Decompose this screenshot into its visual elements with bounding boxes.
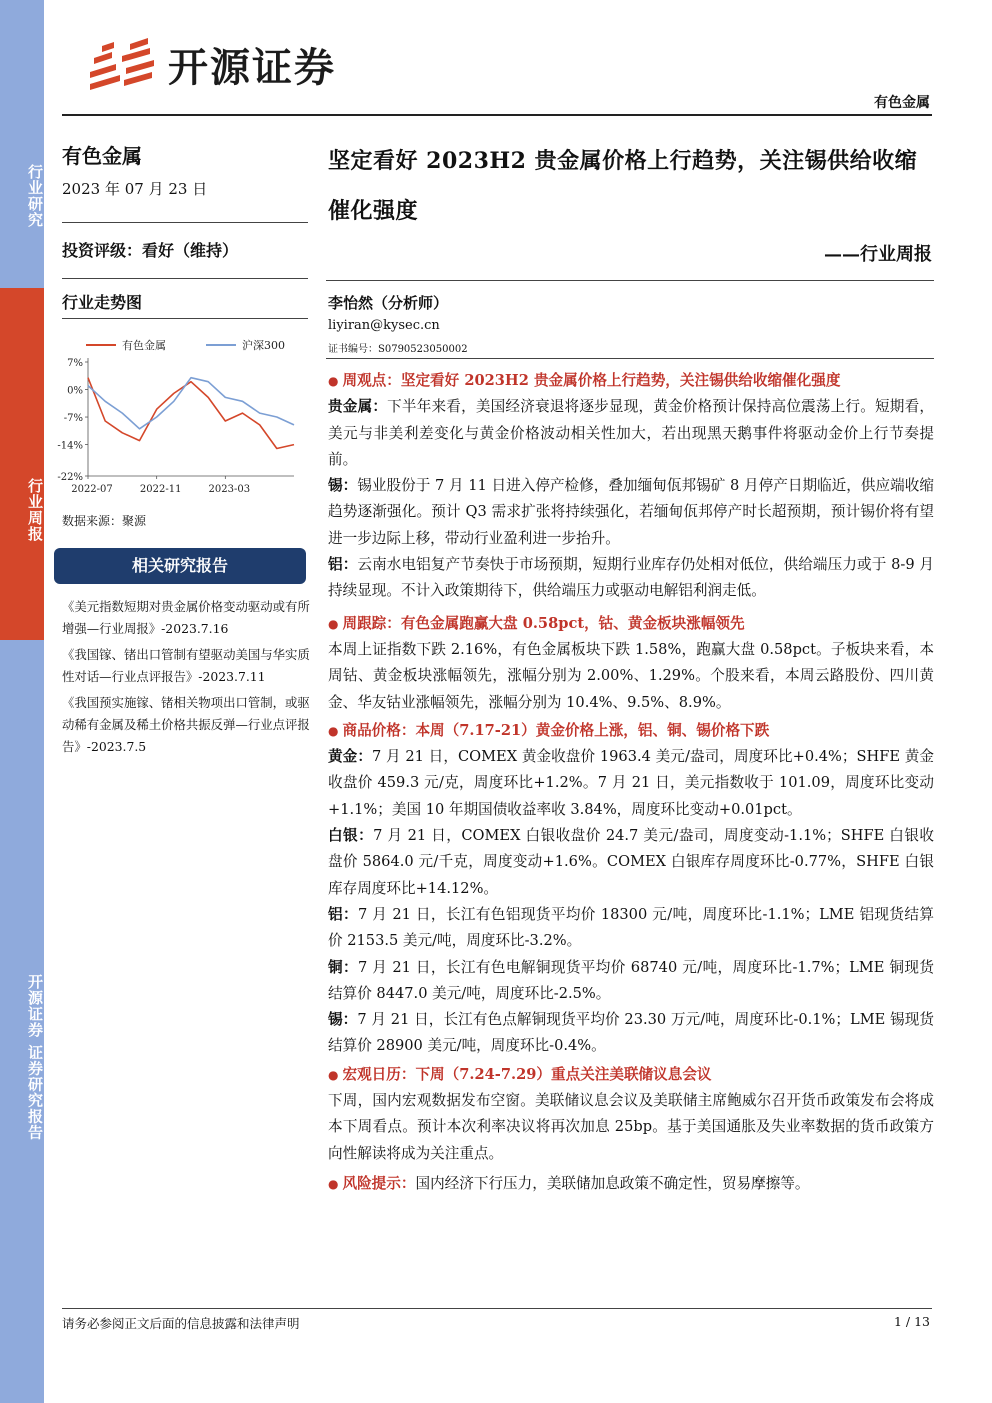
y-tick-label: 7% bbox=[67, 358, 83, 369]
section-title: 风险提示： bbox=[342, 1174, 416, 1192]
y-tick-label: -22% bbox=[57, 472, 83, 483]
bullet-icon: ● bbox=[328, 374, 339, 388]
section-title: 宏观日历：下周（7.24-7.29）重点关注美联储议息会议 bbox=[342, 1065, 712, 1083]
report-title: 坚定看好 2023H2 贵金属价格上行趋势，关注锡供给收缩催化强度 bbox=[328, 148, 918, 224]
section-title: 周观点：坚定看好 2023H2 贵金属价格上行趋势，关注锡供给收缩催化强度 bbox=[342, 372, 841, 389]
related-report-item[interactable]: 《美元指数短期对贵金属价格变动驱动或有所增强—行业周报》-2023.7.16 bbox=[62, 599, 310, 636]
related-report-item[interactable]: 《我国预实施镓、锗相关物项出口管制，或驱动稀有金属及稀土价格共振反弹—行业点评报告》-2023.7.5 bbox=[62, 695, 310, 754]
paragraph-text: 国内经济下行压力，美联储加息政策不确定性，贸易摩擦等。 bbox=[415, 1174, 810, 1192]
report-body bbox=[328, 366, 934, 1197]
report-date: 2023 年 07 月 23 日 bbox=[62, 180, 208, 198]
paragraph-label: 贵金属： bbox=[328, 398, 388, 416]
analyst-name: 李怡然（分析师） bbox=[328, 294, 449, 312]
y-tick-label: -7% bbox=[63, 413, 83, 425]
paragraph-text: 云南水电铝复产节奏快于市场预期，短期行业库存仍处相对低位，供给端压力或于 8-9 月持续显现。不计入政策期待下，供给端压力或驱动电解铝利润走低。 bbox=[328, 556, 934, 600]
left-rule bbox=[62, 278, 308, 279]
data-source: 数据来源：聚源 bbox=[62, 514, 147, 528]
paragraph-text: 下半年来看，美国经济衰退将逐步显现，黄金价格预计保持高位震荡上行。短期看，美元与非美利差变化与黄金价格波动相关性加大，若出现黑天鹅事件将驱动金价上行节奏提前。 bbox=[328, 398, 934, 468]
paragraph-label: 黄金： bbox=[328, 748, 372, 766]
header-rule bbox=[62, 114, 932, 116]
bullet-icon: ● bbox=[328, 1067, 339, 1082]
section-title: 周跟踪：有色金属跑赢大盘 0.58pct，钴、黄金板块涨幅领先 bbox=[342, 614, 745, 632]
sidebar-tab-brand: 开源证券 证券研究报告 bbox=[0, 640, 44, 1403]
y-tick-label: 0% bbox=[67, 385, 83, 397]
series-line-csi300 bbox=[88, 378, 294, 429]
paragraph-macro: 下周，国内宏观数据发布空窗。美联储议息会议及美联储主席鲍威尔召开货币政策发布会将成本下周看点。预计本次利率决议将再次加息 25bp。基于美国通胀及失业率数据的货币政策方向性解读将成为关注重点。 bbox=[328, 1092, 934, 1162]
paragraph-text: 7 月 21 日，COMEX 黄金收盘价 1963.4 美元/盎司，周度环比+0.4%；SHFE 黄金收盘价 459.3 元/克，周度环比+1.2%。7 月 21 日，美元指数收于 101.09，周度环比变动+1.1%；美国 10 年期国债收益率收 3.84%，周度环比变动+0.01pct。 bbox=[328, 748, 934, 818]
sidebar-tab-weekly: 行业周报 bbox=[0, 288, 44, 640]
paragraph-text: 锡业股份于 7 月 11 日进入停产检修，叠加缅甸佤邦锡矿 8 月停产日期临近，供应端收缩趋势逐渐强化。预计 Q3 需求扩张将持续强化，若缅甸佤邦停产时长超预期，预计锡价将有望进一步边际上移，带动行业盈利进一步抬升。 bbox=[328, 477, 934, 547]
paragraph-label: 铝： bbox=[328, 556, 358, 574]
paragraph-aluminum-price bbox=[328, 902, 934, 955]
paragraph-text: 7 月 21 日，长江有色点解铜现货平均价 23.30 万元/吨，周度环比-0.1%；LME 锡现货结算价 28900 美元/吨，周度环比-0.4%。 bbox=[328, 1011, 934, 1055]
paragraph-text: 7 月 21 日，长江有色电解铜现货平均价 68740 元/吨，周度环比-1.7%；LME 铜现货结算价 8447.0 美元/吨，周度环比-2.5%。 bbox=[328, 958, 934, 1002]
brand-name: 开源证券 bbox=[168, 45, 336, 91]
paragraph-text: 7 月 21 日，长江有色铝现货平均价 18300 元/吨，周度环比-1.1%；LME 铝现货结算价 2153.5 美元/吨，周度环比-3.2%。 bbox=[328, 905, 934, 950]
paragraph-label: 铜： bbox=[328, 958, 358, 976]
paragraph-silver bbox=[328, 823, 934, 902]
right-rule bbox=[326, 358, 934, 359]
section-macro bbox=[328, 1062, 934, 1088]
left-rule bbox=[62, 318, 308, 319]
footer-rule bbox=[62, 1308, 932, 1309]
bullet-icon: ● bbox=[328, 1176, 339, 1191]
related-report-item[interactable]: 《我国镓、锗出口管制有望驱动美国与华实质性对话—行业点评报告》-2023.7.11 bbox=[62, 647, 310, 684]
right-rule bbox=[326, 280, 934, 281]
investment-rating: 投资评级：看好（维持） bbox=[62, 241, 239, 260]
section-risk bbox=[328, 1171, 934, 1197]
paragraph-label: 白银： bbox=[328, 827, 374, 845]
paragraph-aluminum bbox=[328, 552, 934, 605]
paragraph-label: 锡： bbox=[328, 477, 358, 495]
chart-heading: 行业走势图 bbox=[62, 293, 143, 312]
industry-name: 有色金属 bbox=[62, 144, 142, 168]
report-type: ——行业周报 bbox=[824, 244, 932, 265]
y-tick-label: -14% bbox=[57, 440, 83, 452]
x-tick-label: 2022-11 bbox=[139, 484, 182, 495]
left-rule bbox=[62, 222, 308, 223]
section-title: 商品价格：本周（7.17-21）黄金价格上涨，铝、铜、锡价格下跌 bbox=[342, 721, 770, 739]
paragraph-label: 铝： bbox=[328, 905, 358, 923]
section-view bbox=[328, 368, 934, 394]
paragraph-tin bbox=[328, 473, 934, 552]
legend-label: 有色金属 bbox=[122, 339, 166, 352]
bullet-icon: ● bbox=[328, 616, 339, 631]
related-reports-list bbox=[62, 596, 310, 762]
bullet-icon: ● bbox=[328, 723, 339, 738]
page-number: 1 / 13 bbox=[893, 1314, 930, 1329]
paragraph-precious-metals bbox=[328, 394, 934, 473]
x-tick-label: 2022-07 bbox=[71, 484, 113, 495]
sidebar-tab-industry-research: 行业研究 bbox=[0, 0, 44, 288]
industry-trend-chart bbox=[57, 330, 308, 500]
x-tick-label: 2023-03 bbox=[208, 484, 251, 495]
paragraph-tin-price bbox=[328, 1007, 934, 1060]
section-price bbox=[328, 718, 934, 744]
paragraph-track: 本周上证指数下跌 2.16%，有色金属板块下跌 1.58%，跑赢大盘 0.58pct。子板块来看，本周钴、黄金板块涨幅领先，涨幅分别为 2.00%、1.29%。个股来看，本周云路股份、四川黄金、华友钴业涨幅领先，涨幅分别为 10.4%、9.5%、8.9%。 bbox=[328, 640, 934, 711]
section-track bbox=[328, 611, 934, 637]
legend-label: 沪深300 bbox=[242, 339, 285, 352]
footer-disclaimer: 请务必参阅正文后面的信息披露和法律声明 bbox=[62, 1316, 300, 1331]
paragraph-gold bbox=[328, 744, 934, 823]
related-reports-banner: 相关研究报告 bbox=[54, 548, 306, 584]
analyst-cert: 证书编号：S0790523050002 bbox=[328, 344, 468, 355]
paragraph-label: 锡： bbox=[328, 1011, 358, 1029]
paragraph-text: 7 月 21 日，COMEX 白银收盘价 24.7 美元/盎司，周度变动-1.1%；SHFE 白银收盘价 5864.0 元/千克，周度变动+1.6%。COMEX 白银库存周度环比-0.77%，SHFE 白银库存周度环比+14.12%。 bbox=[328, 827, 934, 897]
paragraph-copper bbox=[328, 955, 934, 1008]
analyst-email[interactable]: liyiran@kysec.cn bbox=[328, 318, 440, 333]
header-category: 有色金属 bbox=[874, 95, 930, 111]
